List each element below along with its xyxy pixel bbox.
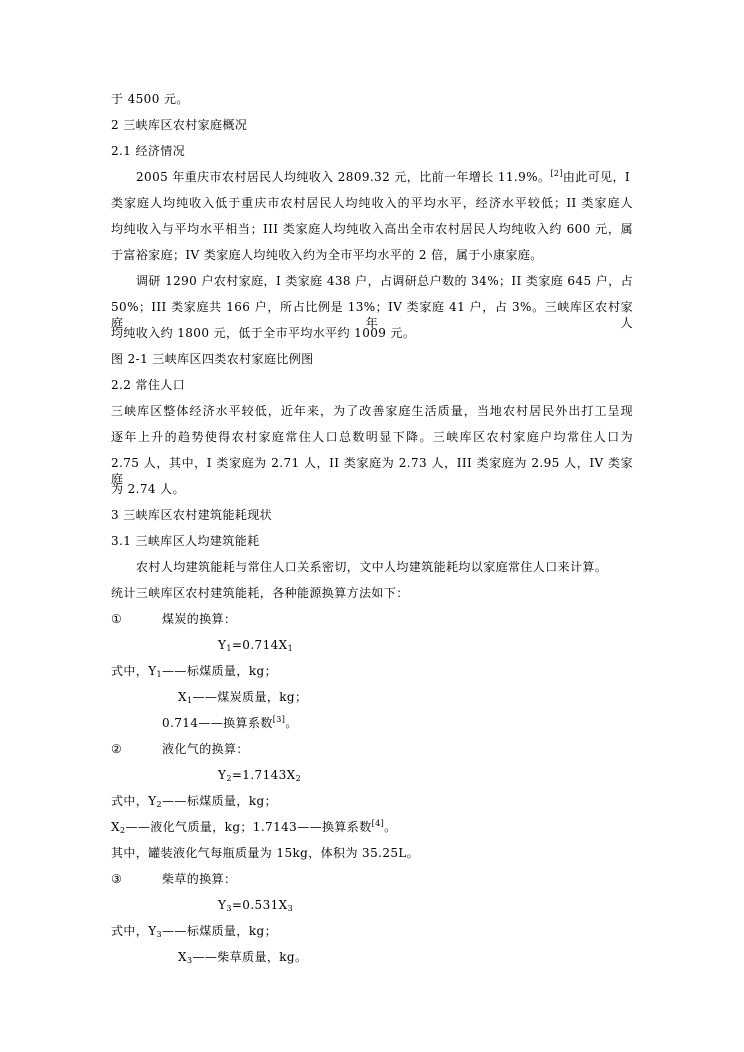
text-line: 类家庭人均纯收入低于重庆市农村居民人均纯收入的平均水平，经济水平较低；II 类家庭人: [111, 196, 633, 210]
citation-ref: [2]: [550, 169, 563, 178]
text-line: 50%；III 类家庭共 166 户，所占比例是 13%；IV 类家庭 41 户，占 3%。三峡库区农村家庭年人: [111, 300, 633, 330]
text-line: 其中，罐装液化气每瓶质量为 15kg，体积为 35.25L。: [111, 846, 420, 860]
formula-definition: 式中，$Y_2——$标煤质量，kg；: [111, 794, 277, 809]
list-item-number: ③: [111, 872, 123, 886]
formula: $Y_1=0.714X_1$: [218, 638, 294, 653]
formula-definition: 式中，$Y_1——$标煤质量，kg；: [111, 664, 277, 679]
text-line: 均纯收入约 1800 元，低于全市平均水平约 1009 元。: [111, 326, 416, 340]
text-line: 于 4500 元。: [111, 92, 189, 106]
text-line: 均纯收入与平均水平相当；III 类家庭人均纯收入高出全市农村居民人均纯收入约 600 元，属: [111, 222, 633, 236]
text-line: 三峡库区整体经济水平较低，近年来，为了改善家庭生活质量，当地农村居民外出打工呈现: [111, 404, 633, 418]
text-line: 统计三峡库区农村建筑能耗，各种能源换算方法如下：: [111, 586, 409, 600]
subsection-heading: 2.2 常住人口: [111, 378, 186, 392]
subsection-heading: 3.1 三峡库区人均建筑能耗: [111, 534, 260, 548]
subsection-heading: 2.1 经济情况: [111, 144, 186, 158]
text-line: 2005 年重庆市农村居民人均纯收入 2809.32 元，比前一年增长 11.9%。[2]由此可见，I: [136, 169, 631, 184]
formula-definition: 式中，$Y_3——$标煤质量，kg；: [111, 924, 277, 939]
section-heading: 3 三峡库区农村建筑能耗现状: [111, 508, 273, 522]
figure-caption: 图 2-1 三峡库区四类农村家庭比例图: [111, 352, 314, 366]
text-line: 于富裕家庭；IV 类家庭人均纯收入约为全市平均水平的 2 倍，属于小康家庭。: [111, 248, 543, 262]
formula-definition: 0.714——换算系数[3]。: [162, 715, 298, 730]
formula-definition: $X_1——$煤炭质量，kg；: [178, 690, 308, 705]
formula-definition: $X_2——$液化气质量，kg；1.7143——换算系数[4]。: [111, 819, 397, 835]
text-line: 2.75 人，其中，I 类家庭为 2.71 人，II 类家庭为 2.73 人，III 类家庭为 2.95 人，IV 类家庭: [111, 456, 633, 486]
text-line: 为 2.74 人。: [111, 482, 185, 496]
list-item-label: 液化气的换算：: [162, 742, 249, 756]
list-item-number: ②: [111, 742, 123, 756]
list-item-number: ①: [111, 612, 123, 626]
text-line: 农村人均建筑能耗与常住人口关系密切，文中人均建筑能耗均以家庭常住人口来计算。: [136, 560, 608, 574]
list-item-label: 柴草的换算：: [162, 872, 237, 886]
list-item-label: 煤炭的换算：: [162, 612, 237, 626]
formula-definition: $X_3——$柴草质量，kg。: [178, 950, 308, 965]
section-heading: 2 三峡库区农村家庭概况: [111, 118, 248, 132]
citation-ref: [3]: [272, 715, 286, 724]
formula: $Y_2=1.7143X_2$: [218, 768, 302, 783]
text-line: 逐年上升的趋势使得农村家庭常住人口总数明显下降。三峡库区农村家庭户均常住人口为: [111, 430, 633, 444]
citation-ref: [4]: [371, 819, 385, 828]
formula: $Y_3=0.531X_3$: [218, 898, 294, 913]
text-line: 调研 1290 户农村家庭，I 类家庭 438 户，占调研总户数的 34%；II 类家庭 645 户，占: [136, 274, 633, 288]
